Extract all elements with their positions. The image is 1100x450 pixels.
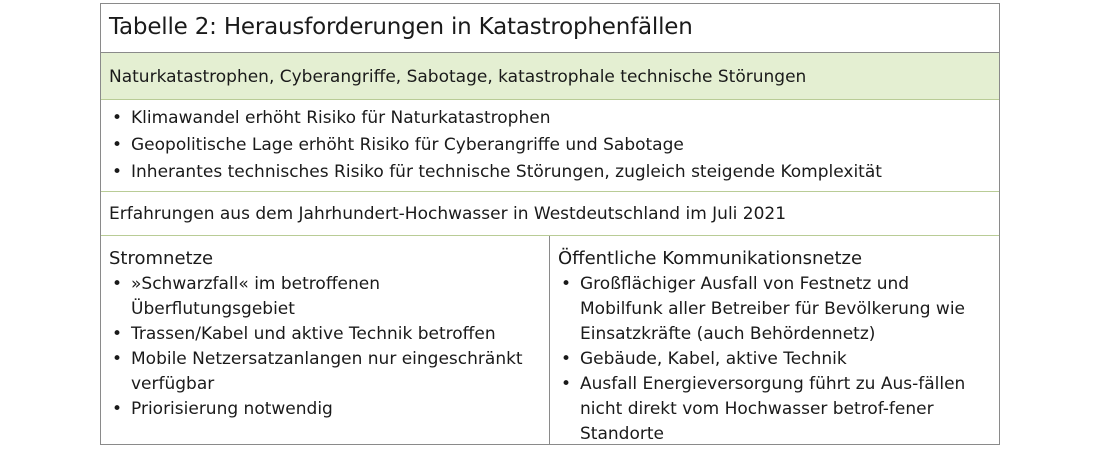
table-title: Tabelle 2: Herausforderungen in Katastrophenfällen: [109, 14, 693, 40]
category-row: [101, 53, 999, 100]
bullet-icon: •: [112, 324, 123, 344]
experience-text: Erfahrungen aus dem Jahrhundert-Hochwasser in Westdeutschland im Juli 2021: [109, 204, 787, 224]
list-item: [558, 272, 991, 347]
two-column-row: [101, 236, 999, 444]
power-grid-list: [109, 272, 541, 422]
challenges-table: [100, 3, 1000, 445]
list-item-text: Großflächiger Ausfall von Festnetz und Mobilfunk aller Betreiber für Bevölkerung wie Einsatzkräfte (auch Behördennetz): [580, 274, 966, 344]
communication-networks-list: [558, 272, 991, 447]
experience-row: [101, 192, 999, 236]
bullet-icon: •: [561, 349, 572, 369]
list-item-text: Klimawandel erhöht Risiko für Naturkatastrophen: [131, 108, 551, 128]
list-item: [558, 372, 991, 447]
list-item: [109, 272, 541, 322]
list-item-text: Mobile Netzersatzanlangen nur eingeschränkt verfügbar: [131, 349, 523, 394]
power-grid-heading: Stromnetze: [109, 248, 214, 269]
bullet-icon: •: [112, 399, 123, 419]
bullet-icon: •: [112, 349, 123, 369]
category-text: Naturkatastrophen, Cyberangriffe, Sabotage, katastrophale technische Störungen: [109, 67, 807, 87]
bullet-icon: •: [112, 135, 123, 155]
list-item: [109, 397, 541, 422]
list-item: [109, 132, 882, 159]
list-item: [109, 105, 882, 132]
communication-networks-heading: Öffentliche Kommunikationsnetze: [558, 248, 863, 269]
list-item: [109, 322, 541, 347]
bullet-icon: •: [112, 274, 123, 294]
list-item: [558, 347, 991, 372]
table-title-row: [101, 4, 999, 53]
list-item-text: Trassen/Kabel und aktive Technik betroffen: [131, 324, 496, 344]
list-item-text: »Schwarzfall« im betroffenen Überflutungsgebiet: [131, 274, 380, 319]
bullet-icon: •: [112, 162, 123, 182]
bullet-icon: •: [112, 108, 123, 128]
communication-networks-column: [550, 236, 999, 444]
list-item: [109, 159, 882, 186]
list-item-text: Gebäude, Kabel, aktive Technik: [580, 349, 847, 369]
list-item: [109, 347, 541, 397]
list-item-text: Geopolitische Lage erhöht Risiko für Cyberangriffe und Sabotage: [131, 135, 684, 155]
list-item-text: Priorisierung notwendig: [131, 399, 333, 419]
power-grid-column: [101, 236, 550, 444]
bullet-icon: •: [561, 374, 572, 394]
list-item-text: Inherantes technisches Risiko für technische Störungen, zugleich steigende Komplexität: [131, 162, 882, 182]
bullet-icon: •: [561, 274, 572, 294]
risk-bullets-row: [101, 100, 999, 192]
list-item-text: Ausfall Energieversorgung führt zu Aus-fällen nicht direkt vom Hochwasser betrof-fener Standorte: [580, 374, 966, 444]
risk-bullet-list: [109, 105, 882, 186]
